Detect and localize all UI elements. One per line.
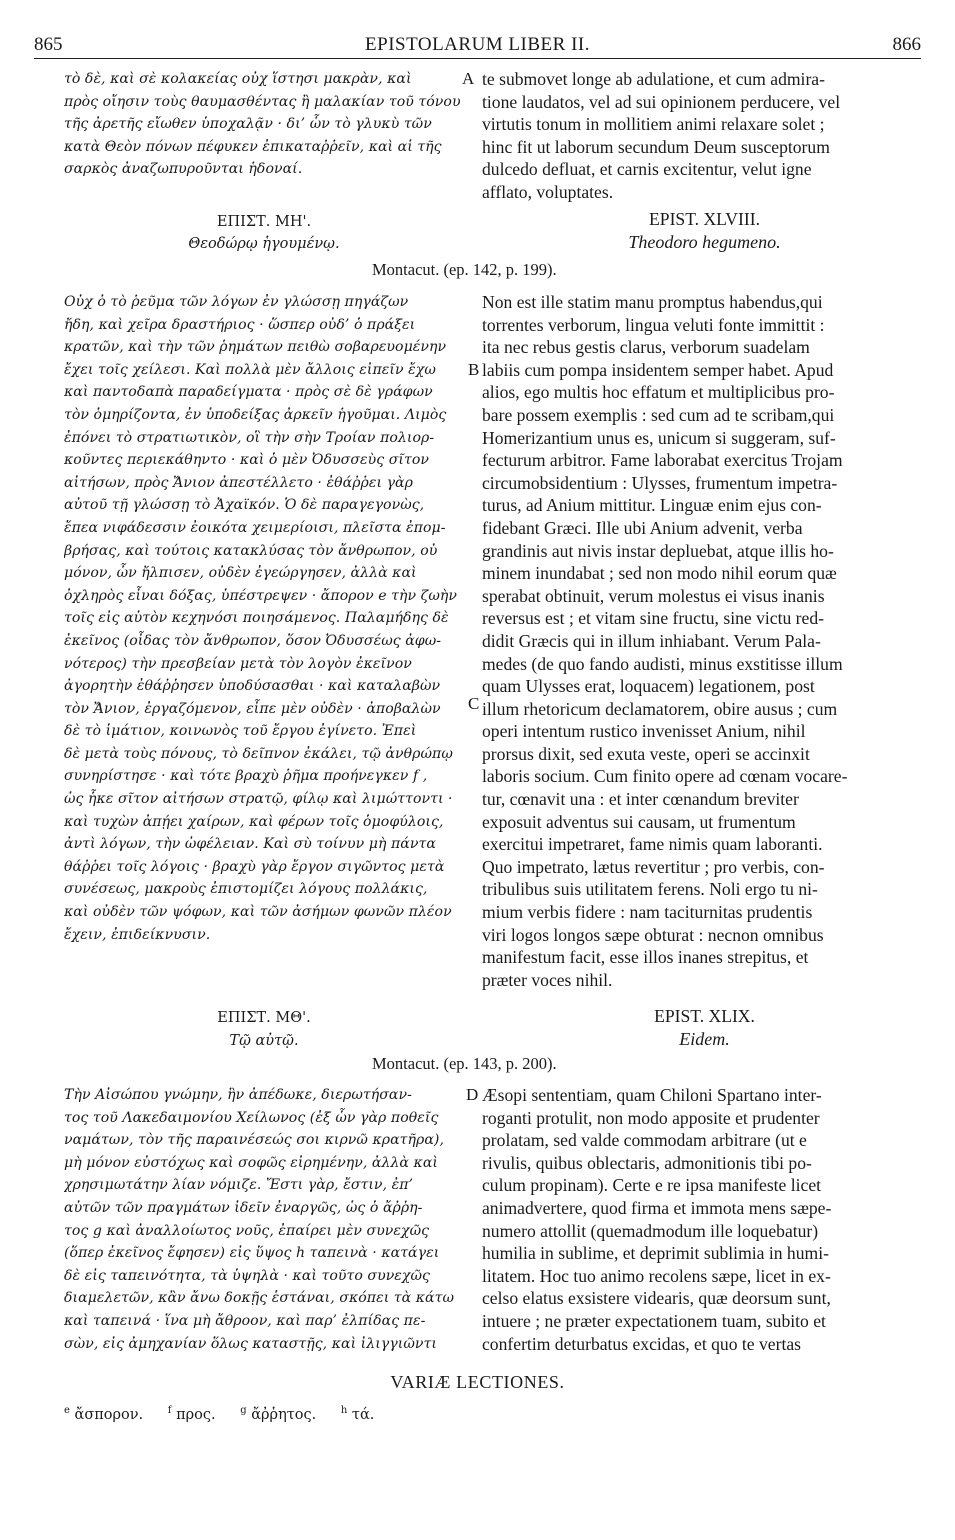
text-line: grandinis aut nivis instar depluebat, atque illis ho- (482, 540, 834, 561)
text-line: manifestum facit, esse illos inanes strepitus, et (482, 947, 809, 968)
text-line: celso elatus exsistere videaris, quæ deorsum sunt, (482, 1288, 831, 1309)
variae-lectiones-heading: VARIÆ LECTIONES. (390, 1372, 565, 1392)
epist48-latin-addressee: Theodoro hegumeno. (628, 232, 781, 252)
text-line: roganti protulit, non modo apposite et prudenter (482, 1107, 820, 1128)
latin-intro-column (482, 68, 927, 204)
text-line: exposuit adventus sui causam, ut frumentum (482, 811, 796, 832)
variant-g (240, 1407, 316, 1423)
text-line: turus, ad Anium mittitur. Linguæ enim ejus con- (482, 495, 822, 516)
text-line: tribulibus suis utilitatem ferens. Noli ergo tu ni- (482, 879, 818, 900)
variant-mark: e (64, 1405, 70, 1416)
header-rule (34, 58, 921, 59)
text-line: καὶ παντοδαπὰ παραδείγματα · πρὸς σὲ δὲ γράφων (64, 384, 433, 401)
text-line: πρὸς οἴησιν τοὺς θαυμασθέντας ἢ μαλακίαν τοῦ τόνου (64, 93, 461, 110)
text-line: alios, ego multis hoc effatum et multiplicibus pro- (482, 382, 835, 403)
margin-letter-b: B (468, 360, 480, 379)
epist48-greek-column (64, 291, 464, 946)
text-line: συνέσεως, μακροὺς ἐπιστομίζει λόγους πολλάκις, (64, 881, 428, 898)
margin-letter-d: D (466, 1085, 479, 1104)
text-line: intuere ; ne præter expectationem tuam, subito et (482, 1310, 826, 1331)
epist49-greek-column (64, 1084, 464, 1355)
variant-h (341, 1407, 375, 1423)
text-line: viri logos longos sæpe obturat : necnon omnibus (482, 924, 824, 945)
text-line: tur, cœnavit una : et inter cœnandum breviter (482, 789, 799, 810)
text-line: χρησιμωτάτην λίαν νόμιζε. Ἔστι γὰρ, ἔστιν, ἐπ’ (64, 1177, 414, 1194)
page-number-left: 865 (34, 34, 63, 55)
text-line: κρατῶν, καὶ τὴν τῶν ῥημάτων πειθὼ σοβαρευομένην (64, 339, 447, 356)
margin-letter-a: A (462, 69, 475, 88)
text-line: τος τοῦ Λακεδαιμονίου Χείλωνος (ἐξ ὧν γὰρ ποθεῖς (64, 1109, 439, 1126)
text-line: numero attollit (quemadmodum ille loquebatur) (482, 1220, 819, 1241)
text-line: illum rhetoricum declamatorem, obire ausus ; cum (482, 698, 838, 719)
text-line: ἔχει τοῖς χείλεσι. Καὶ πολλὰ μὲν ἄλλοις εἰπεῖν ἔχω (64, 361, 436, 378)
text-line: ἐπόνει τὸ στρατιωτικὸν, οἳ τὴν σὴν Τροίαν πολιορ- (64, 429, 435, 446)
text-line: minem inundabat ; sed non modo nihil eorum quæ (482, 563, 837, 584)
text-line: ἤδη, καὶ χεῖρα δραστήριος · ὥσπερ οὐδ’ ὁ πράξει (64, 316, 416, 333)
text-line: ὡς ἧκε σῖτον αἰτήσων στρατῷ, φίλῳ καὶ λιμώττοντι · (64, 791, 453, 808)
variant-text: τά. (351, 1406, 375, 1423)
text-line: ἀγορητὴν ἐθάῤῥησεν ὑποδύσασθαι · καὶ καταλαβὼν (64, 678, 441, 695)
text-line: ναμάτων, τὸν τῆς παραινέσεώς σοι κιρνῶ κρατῆρα), (64, 1132, 444, 1149)
text-line: quam Ulysses erat, loquacem) legationem, post (482, 676, 815, 697)
text-line: Τὴν Αἰσώπου γνώμην, ἣν ἀπέδωκε, διερωτήσαν- (64, 1087, 412, 1103)
text-line: medes (de quo fando audisti, minus exstitisse illum (482, 653, 843, 674)
text-line: culum propinam). Certe e re ipsa manifeste licet (482, 1175, 822, 1196)
text-line: Non est ille statim manu promptus habendus,qui (482, 292, 823, 312)
variant-mark: h (340, 1405, 348, 1416)
text-line: τοῖς εἰς αὐτὸν κεχηνόσι ποιησάμενος. Παλαμήδης δὲ (64, 610, 449, 627)
epist49-source: Montacut. (ep. 143, p. 200). (372, 1054, 557, 1073)
text-line: humilia in sublime, et deprimit sublimia in humi- (482, 1243, 829, 1264)
text-line: ἔχειν, ἐπιδείκνυσιν. (64, 926, 211, 943)
margin-letter-c: C (468, 694, 480, 713)
text-line: θάῤῥει τοῖς λόγοις · βραχὺ γὰρ ἔργον σιγῶντος μετὰ (64, 858, 445, 875)
text-line: τῆς ἀρετῆς εἴωθεν ὑποχαλᾷν · δι’ ὧν τὸ γλυκὺ τῶν (64, 116, 432, 133)
text-line: τὸν ὁμηρίζοντα, ἐν ὑποδείξας ἀρκεῖν ἡγοῦμαι. Λιμὸς (64, 406, 447, 423)
text-line: labiis cum pompa insidentem semper habet. Apud (482, 359, 834, 380)
variant-e (64, 1407, 143, 1423)
text-line: exercitui impetraret, fame nimis quam laboranti. (482, 834, 823, 855)
text-line: te submovet longe ab adulatione, et cum admira- (482, 69, 825, 89)
text-line: καὶ ταπεινά · ἵνα μὴ ἄθροον, καὶ παρ’ ἐλπίδας πε- (64, 1312, 426, 1329)
text-line: κατὰ Θεὸν πόνων πέφυκεν ἐπικαταῤῥεῖν, καὶ αἱ τῆς (64, 138, 442, 155)
text-line: litatem. Hoc tuo animo recolens sæpe, licet in ex- (482, 1265, 831, 1286)
text-line: confertim deturbatus excidas, et quo te vertas (482, 1333, 802, 1354)
epist48-greek-addressee: Θεοδώρῳ ἡγουμένῳ. (188, 236, 340, 252)
text-line: Quo impetrato, lætus revertitur ; pro verbis, con- (482, 856, 825, 877)
text-line: didit Græcis qui in illum inhiabant. Verum Pala- (482, 630, 821, 651)
text-line: fidebant Græci. Ille ubi Anium advenit, verba (482, 517, 803, 538)
text-line: Homerizantium unus es, unicum si suggeram, suf- (482, 427, 836, 448)
text-line: sperabat obtinuit, verum molestus ei visus inanis (482, 585, 825, 606)
text-line: βρήσας, καὶ τούτοις κατακλύσας τὸν ἄνθρωπον, οὐ (64, 542, 438, 559)
text-line: αὐτοῦ τῇ γλώσσῃ τὸ Ἀχαϊκόν. Ὁ δὲ παραγεγονὼς, (64, 497, 425, 514)
text-line: Οὐχ ὁ τὸ ῥεῦμα τῶν λόγων ἐν γλώσσῃ πηγάζων (64, 294, 409, 310)
running-header (34, 34, 921, 60)
epist49-greek-heading: ΕΠΙΣΤ. ΜΘ'. (217, 1010, 311, 1026)
text-line: ὀχληρὸς εἶναι δόξας, ὑπέστρεψεν · ἄπορον e τὴν ζωὴν (64, 587, 457, 604)
page-number-right: 866 (892, 34, 921, 55)
text-line: τος g καὶ ἀναλλοίωτος νοῦς, ἐπαίρει μὲν συνεχῶς (64, 1222, 430, 1239)
epist49-latin-column (482, 1084, 927, 1355)
variae-lectiones-list (64, 1405, 394, 1423)
text-line: prorsus dixit, sed exuta veste, operi se accinxit (482, 743, 810, 764)
text-line: μόνον, ὧν ἤλπισεν, οὐδὲν ἐγεώργησεν, ἀλλὰ καὶ (64, 565, 417, 582)
text-line: σαρκὸς ἀναζωπυροῦνται ἡδοναί. (64, 161, 303, 178)
text-line: αἰτήσων, πρὸς Ἄνιον ἀπεστέλλετο · ἐθάῤῥει γὰρ (64, 474, 413, 491)
epist49-latin-addressee: Eidem. (679, 1029, 730, 1049)
text-line: prolatam, sed valde commodam arbitrare (ut e (482, 1130, 807, 1151)
text-line: (ὅπερ ἐκεῖνος ἔφησεν) εἰς ὕψος h ταπεινὰ · κατάγει (64, 1245, 440, 1262)
text-line: δὲ μετὰ τοὺς πόνους, τὸ δεῖπνον ἐκάλει, τῷ ἀνθρώπῳ (64, 745, 453, 762)
text-line: hinc fit ut laborum secundum Deum susceptorum (482, 136, 830, 157)
text-line: μὴ μόνον εὐστόχως καὶ σοφῶς εἰρημένην, ἀλλὰ καὶ (64, 1154, 438, 1171)
text-line: ἐκεῖνος (οἶδας τὸν ἄνθρωπον, ὅσον Ὀδυσσέως ἀφω- (64, 632, 442, 649)
variant-mark: f (167, 1405, 172, 1416)
text-line: bare possem exemplis : sed cum ad te scribam,qui (482, 404, 835, 425)
text-line: laboris socium. Cum finito opere ad cœnam vocare- (482, 766, 848, 787)
epist48-latin-heading: EPIST. XLVIII. (649, 209, 760, 229)
text-line: animadvertere, quod firma et immota mens sæpe- (482, 1197, 832, 1218)
text-line: rivulis, quibus oblectaris, admonitionis tibi po- (482, 1152, 812, 1173)
variant-f (168, 1407, 216, 1423)
epist49-latin-heading: EPIST. XLIX. (654, 1006, 755, 1026)
text-line: ita nec rebus gestis clarus, verborum suadelam (482, 337, 810, 358)
text-line: δὲ εἰς ταπεινότητα, τὰ ὑψηλὰ · καὶ τοῦτο συνεχῶς (64, 1267, 430, 1284)
text-line: συνηρίστησε · καὶ τότε βραχὺ ῥῆμα προήνεγκεν f , (64, 768, 428, 785)
variant-text: προς. (176, 1406, 216, 1423)
greek-intro-column (64, 68, 464, 181)
text-line: τὸ δὲ, καὶ σὲ κολακείας οὐχ ἵστησι μακρὰν, καὶ (64, 71, 412, 87)
epist48-greek-heading: ΕΠΙΣΤ. ΜΗ'. (216, 214, 312, 230)
variant-mark: g (240, 1405, 247, 1416)
text-line: operi intentum rustico invenisset Anium, nihil (482, 721, 806, 742)
text-line: reversus est ; et vitam sine fructu, sine victu red- (482, 608, 824, 629)
text-line: virtutis tonum in mollitiem animi relaxare solet ; (482, 114, 825, 135)
text-line: dulcedo defluat, et carnis excitentur, velut igne (482, 159, 812, 180)
text-line: afflato, voluptates. (482, 181, 614, 202)
text-line: σὼν, εἰς ἀμηχανίαν ὅλως καταστῇς, καὶ ἰλιγγιῶντι (64, 1335, 437, 1352)
text-line: circumobsidentium : Ulysses, frumentum impetra- (482, 472, 838, 493)
text-line: tione laudatos, vel ad sui opinionem perducere, vel (482, 91, 841, 112)
text-line: torrentes verborum, lingua veluti fonte immittit : (482, 314, 825, 335)
text-line: ἔπεα νιφάδεσσιν ἐοικότα χειμερίοισι, πλεῖστα ἐπομ- (64, 519, 446, 536)
variant-text: ἄσπορον. (74, 1406, 144, 1423)
text-line: νότερος) τὴν πρεσβείαν μετὰ τὸν λογὸν ἐκεῖνον (64, 655, 412, 672)
text-line: αὐτῶν τῶν πραγμάτων ἰδεῖν ἐναργῶς, ὡς ὁ ἄῤῥη- (64, 1199, 423, 1216)
text-line: ἀντὶ λόγων, τὴν ὠφέλειαν. Καὶ σὺ τοίνυν μὴ πάντα (64, 836, 436, 853)
text-line: fecturum arbitror. Fame laborabat exercitus Trojam (482, 450, 843, 471)
text-line: præter voces nihil. (482, 969, 613, 990)
text-line: καὶ τυχὼν ἀπῄει χαίρων, καὶ φέρων τοῖς ὁμοφύλοις, (64, 813, 444, 830)
epist48-source: Montacut. (ep. 142, p. 199). (372, 260, 557, 279)
epist48-latin-column (482, 291, 927, 991)
text-line: διαμελετῶν, κἂν ἄνω δοκῇς ἑστάναι, σκόπει τὰ κάτω (64, 1290, 454, 1307)
text-line: καὶ οὐδὲν τῶν ψόφων, καὶ τῶν ἀσήμων φωνῶν πλέον (64, 904, 452, 921)
text-line: Æsopi sententiam, quam Chiloni Spartano inter- (482, 1085, 822, 1105)
text-line: mium verbis fidere : nam taciturnitas prudentis (482, 902, 813, 923)
variant-text: ἄῤῥητος. (251, 1406, 317, 1423)
running-title: EPISTOLARUM LIBER II. (365, 34, 590, 55)
text-line: τὸν Ἄνιον, ἐργαζόμενον, εἶπε μὲν οὐδὲν · ἀποβαλὼν (64, 700, 441, 717)
text-line: δὲ τὸ ἱμάτιον, κοινωνὸς τοῦ ἔργου ἐγίνετο. Ἐπεὶ (64, 723, 417, 740)
epist49-greek-addressee: Τῷ αὐτῷ. (229, 1033, 299, 1049)
text-line: κοῦντες περιεκάθηντο · καὶ ὁ μὲν Ὀδυσσεὺς σῖτον (64, 452, 429, 469)
